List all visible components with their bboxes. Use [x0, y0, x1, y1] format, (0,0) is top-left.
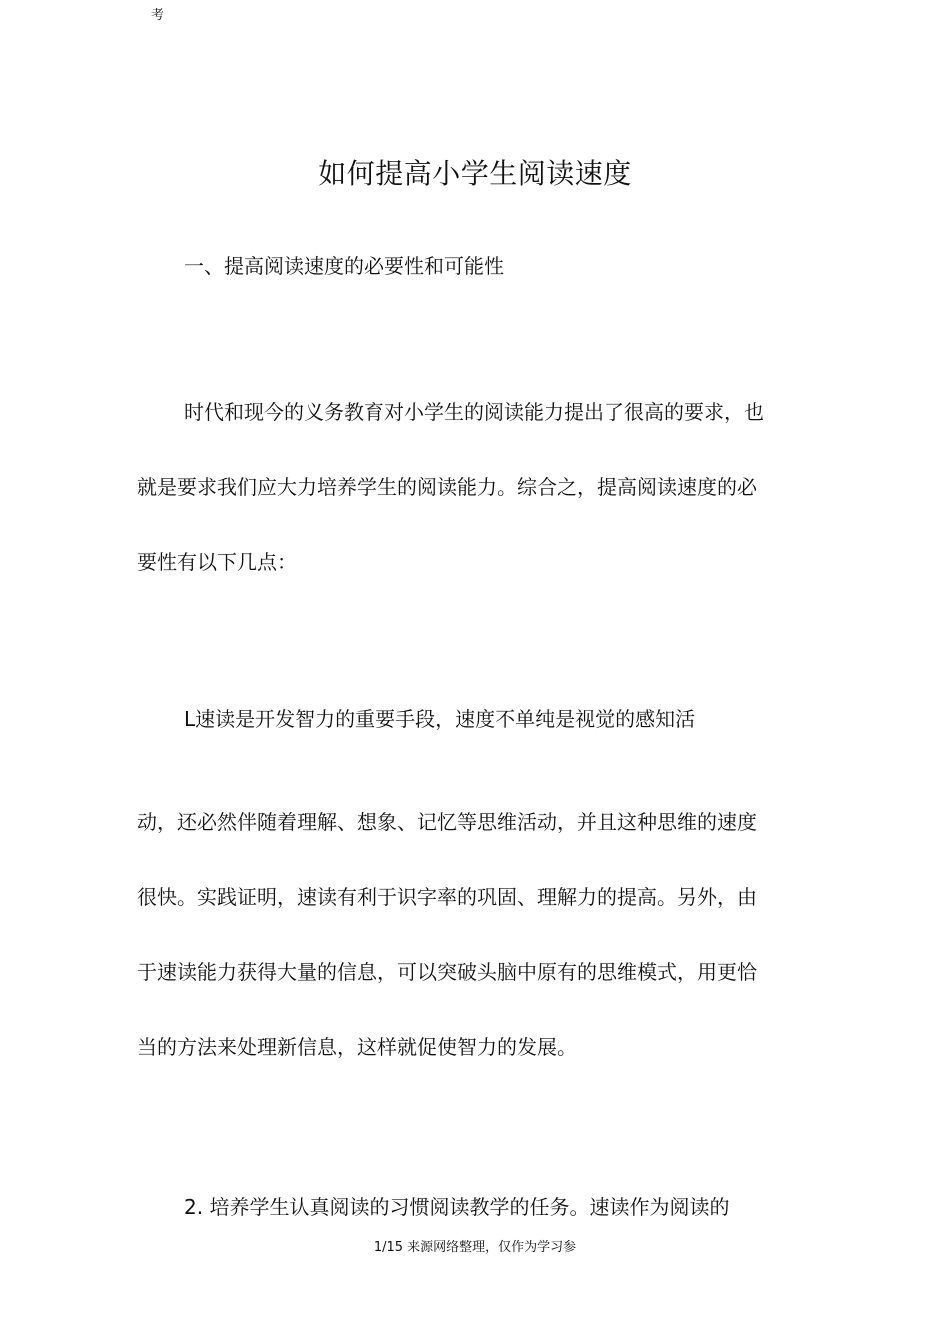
paragraph-line: 动，还必然伴随着理解、想象、记忆等思维活动，并且这种思维的速度 — [137, 810, 757, 834]
page-header-fragment: 考 — [151, 8, 165, 23]
paragraph-line: 很快。实践证明，速读有利于识字率的巩固、理解力的提高。另外，由 — [137, 885, 757, 909]
paragraph-line: 于速读能力获得大量的信息，可以突破头脑中原有的思维模式，用更恰 — [137, 960, 757, 984]
paragraph-line: 要性有以下几点： — [137, 550, 297, 574]
paragraph-line: 当的方法来处理新信息，这样就促使智力的发展。 — [137, 1035, 577, 1059]
paragraph-line: 时代和现今的义务教育对小学生的阅读能力提出了很高的要求，也 — [184, 400, 764, 424]
document-title: 如何提高小学生阅读速度 — [318, 157, 632, 190]
paragraph-line: 2. 培养学生认真阅读的习惯阅读教学的任务。速读作为阅读的 — [184, 1195, 730, 1219]
page-footer: 1/15 来源网络整理，仅作为学习参 — [373, 1240, 577, 1255]
paragraph-line: L速读是开发智力的重要手段，速度不单纯是视觉的感知活 — [184, 707, 696, 731]
paragraph-line: 就是要求我们应大力培养学生的阅读能力。综合之，提高阅读速度的必 — [137, 475, 757, 499]
section-heading: 一、提高阅读速度的必要性和可能性 — [184, 254, 504, 278]
